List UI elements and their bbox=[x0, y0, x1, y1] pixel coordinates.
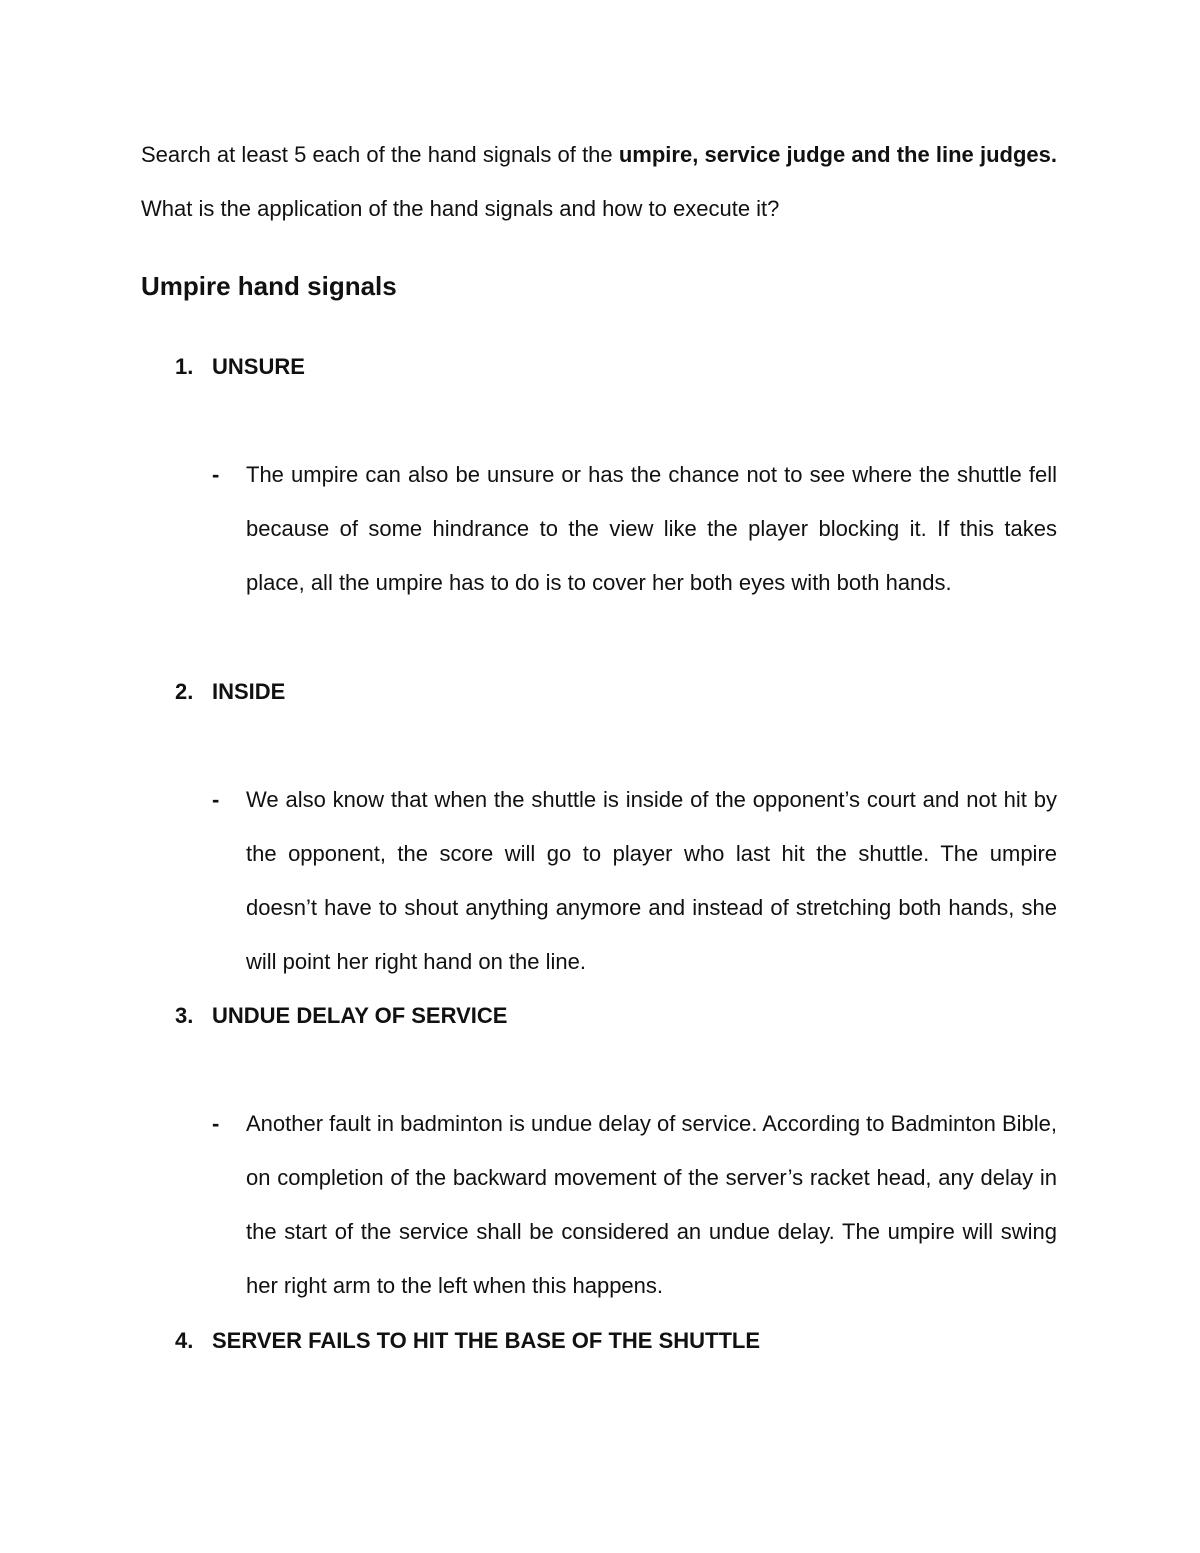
list-item-number: 2. bbox=[175, 679, 194, 704]
list-item-title-text: INSIDE bbox=[212, 679, 286, 704]
intro-paragraph bbox=[141, 128, 1057, 236]
list-item-title-2 bbox=[175, 677, 285, 707]
list-item-bullet-2 bbox=[212, 773, 1057, 989]
list-item-title-text: UNDUE DELAY OF SERVICE bbox=[212, 1003, 508, 1028]
bullet-text: The umpire can also be unsure or has the chance not to see where the shuttle fell because of some hindrance to the view like the player blocking it. If this takes place, all the umpire has to do is to cover her both eyes with both hands. bbox=[246, 462, 1057, 595]
list-item-number: 4. bbox=[175, 1328, 194, 1353]
intro-text-2: What is the application of the hand signals and how to execute it? bbox=[141, 196, 780, 221]
section-heading: Umpire hand signals bbox=[141, 271, 397, 301]
list-item-title-4 bbox=[175, 1326, 760, 1356]
list-item-bullet-3 bbox=[212, 1097, 1057, 1313]
intro-text-1: Search at least 5 each of the hand signals of the bbox=[141, 142, 619, 167]
bullet-marker: - bbox=[212, 462, 220, 487]
list-item-number: 1. bbox=[175, 354, 194, 379]
bullet-text: Another fault in badminton is undue delay of service. According to Badminton Bible, on completion of the backward movement of the server’s racket head, any delay in the start of the service shall be considered an undue delay. The umpire will swing her right arm to the left when this happens. bbox=[246, 1111, 1057, 1298]
list-item-bullet-1 bbox=[212, 448, 1057, 610]
bullet-text: We also know that when the shuttle is inside of the opponent’s court and not hit by the opponent, the score will go to player who last hit the shuttle. The umpire doesn’t have to shout anything anymore and instead of stretching both hands, she will point her right hand on the line. bbox=[246, 787, 1057, 974]
list-item-title-text: SERVER FAILS TO HIT THE BASE OF THE SHUTTLE bbox=[212, 1328, 761, 1353]
bullet-marker: - bbox=[212, 1111, 220, 1136]
list-item-title-1 bbox=[175, 352, 305, 382]
list-item-title-text: UNSURE bbox=[212, 354, 305, 379]
bullet-marker: - bbox=[212, 787, 220, 812]
list-item-number: 3. bbox=[175, 1003, 194, 1028]
list-item-title-3 bbox=[175, 1001, 507, 1031]
intro-bold-text: umpire, service judge and the line judges. bbox=[618, 142, 1057, 167]
